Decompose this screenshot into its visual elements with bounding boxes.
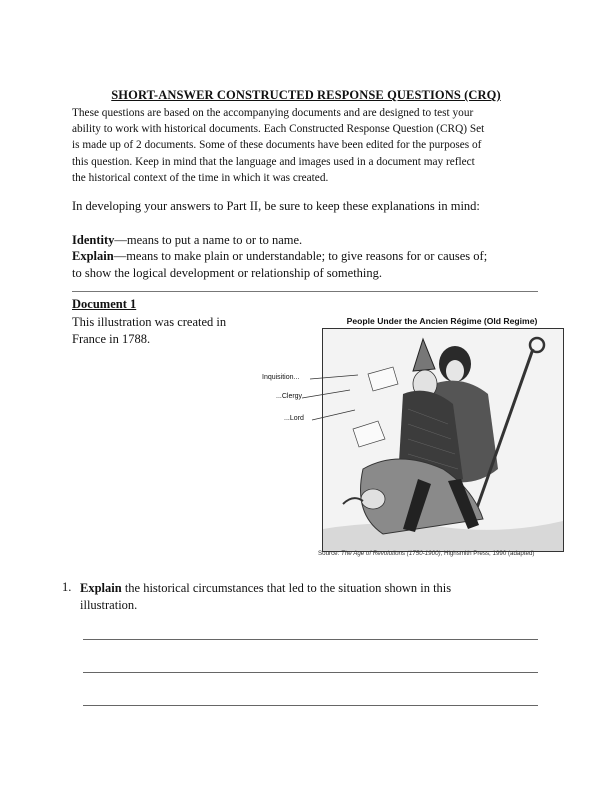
- illustration-drawing: [323, 329, 563, 551]
- identity-term: Identity: [72, 233, 115, 247]
- caption-line: France in 1788.: [72, 332, 151, 346]
- answer-line[interactable]: [83, 639, 538, 640]
- question-line: illustration.: [80, 598, 138, 612]
- historical-illustration: [322, 328, 564, 552]
- answer-line[interactable]: [83, 672, 538, 673]
- question-line: the historical circumstances that led to the situation shown in this: [121, 581, 452, 595]
- intro-line: the historical context of the time in which it was created.: [72, 171, 329, 184]
- explain-term: Explain: [72, 249, 114, 263]
- intro-line: These questions are based on the accompanying documents and are designed to test your: [72, 107, 474, 119]
- identity-definition: [72, 232, 542, 249]
- source-title: The Age of Revolutions (1750-1900): [341, 550, 441, 557]
- question-number: 1.: [62, 580, 72, 594]
- source-prefix: Source:: [318, 550, 342, 557]
- intro-line: ability to work with historical documents. Each Constructed Response Question (CRQ) Set: [72, 123, 485, 136]
- document-title: Document 1: [72, 297, 137, 311]
- explain-text-continued: to show the logical development or relationship of something.: [72, 265, 383, 280]
- developing-instructions: In developing your answers to Part II, be sure to keep these explanations in mind:: [72, 199, 480, 213]
- intro-line: is made up of 2 documents. Some of these documents have been edited for the purposes of: [72, 139, 482, 152]
- illustration-source: [318, 550, 534, 557]
- identity-text: —means to put a name to or to name.: [114, 233, 303, 247]
- source-suffix: , Highsmith Press, 1990 (adapted): [440, 550, 535, 557]
- question-text: [80, 580, 451, 614]
- page-title: SHORT-ANSWER CONSTRUCTED RESPONSE QUESTIONS (CRQ): [111, 88, 501, 102]
- document-caption: [72, 314, 226, 348]
- section-divider: [72, 291, 538, 292]
- intro-paragraph: [72, 105, 542, 186]
- label-clergy: ...Clergy: [276, 393, 303, 400]
- caption-line: This illustration was created in: [72, 315, 227, 329]
- explain-definition: [72, 248, 542, 281]
- label-lord: ...Lord: [284, 415, 304, 422]
- label-inquisition: Inquisition...: [262, 374, 300, 381]
- answer-line[interactable]: [83, 705, 538, 706]
- question-term: Explain: [80, 581, 122, 595]
- intro-line: this question. Keep in mind that the language and images used in a document may reflect: [72, 155, 475, 168]
- explain-text: —means to make plain or understandable; to give reasons for or causes of;: [113, 249, 488, 263]
- illustration-title: People Under the Ancien Régime (Old Regime): [346, 316, 538, 326]
